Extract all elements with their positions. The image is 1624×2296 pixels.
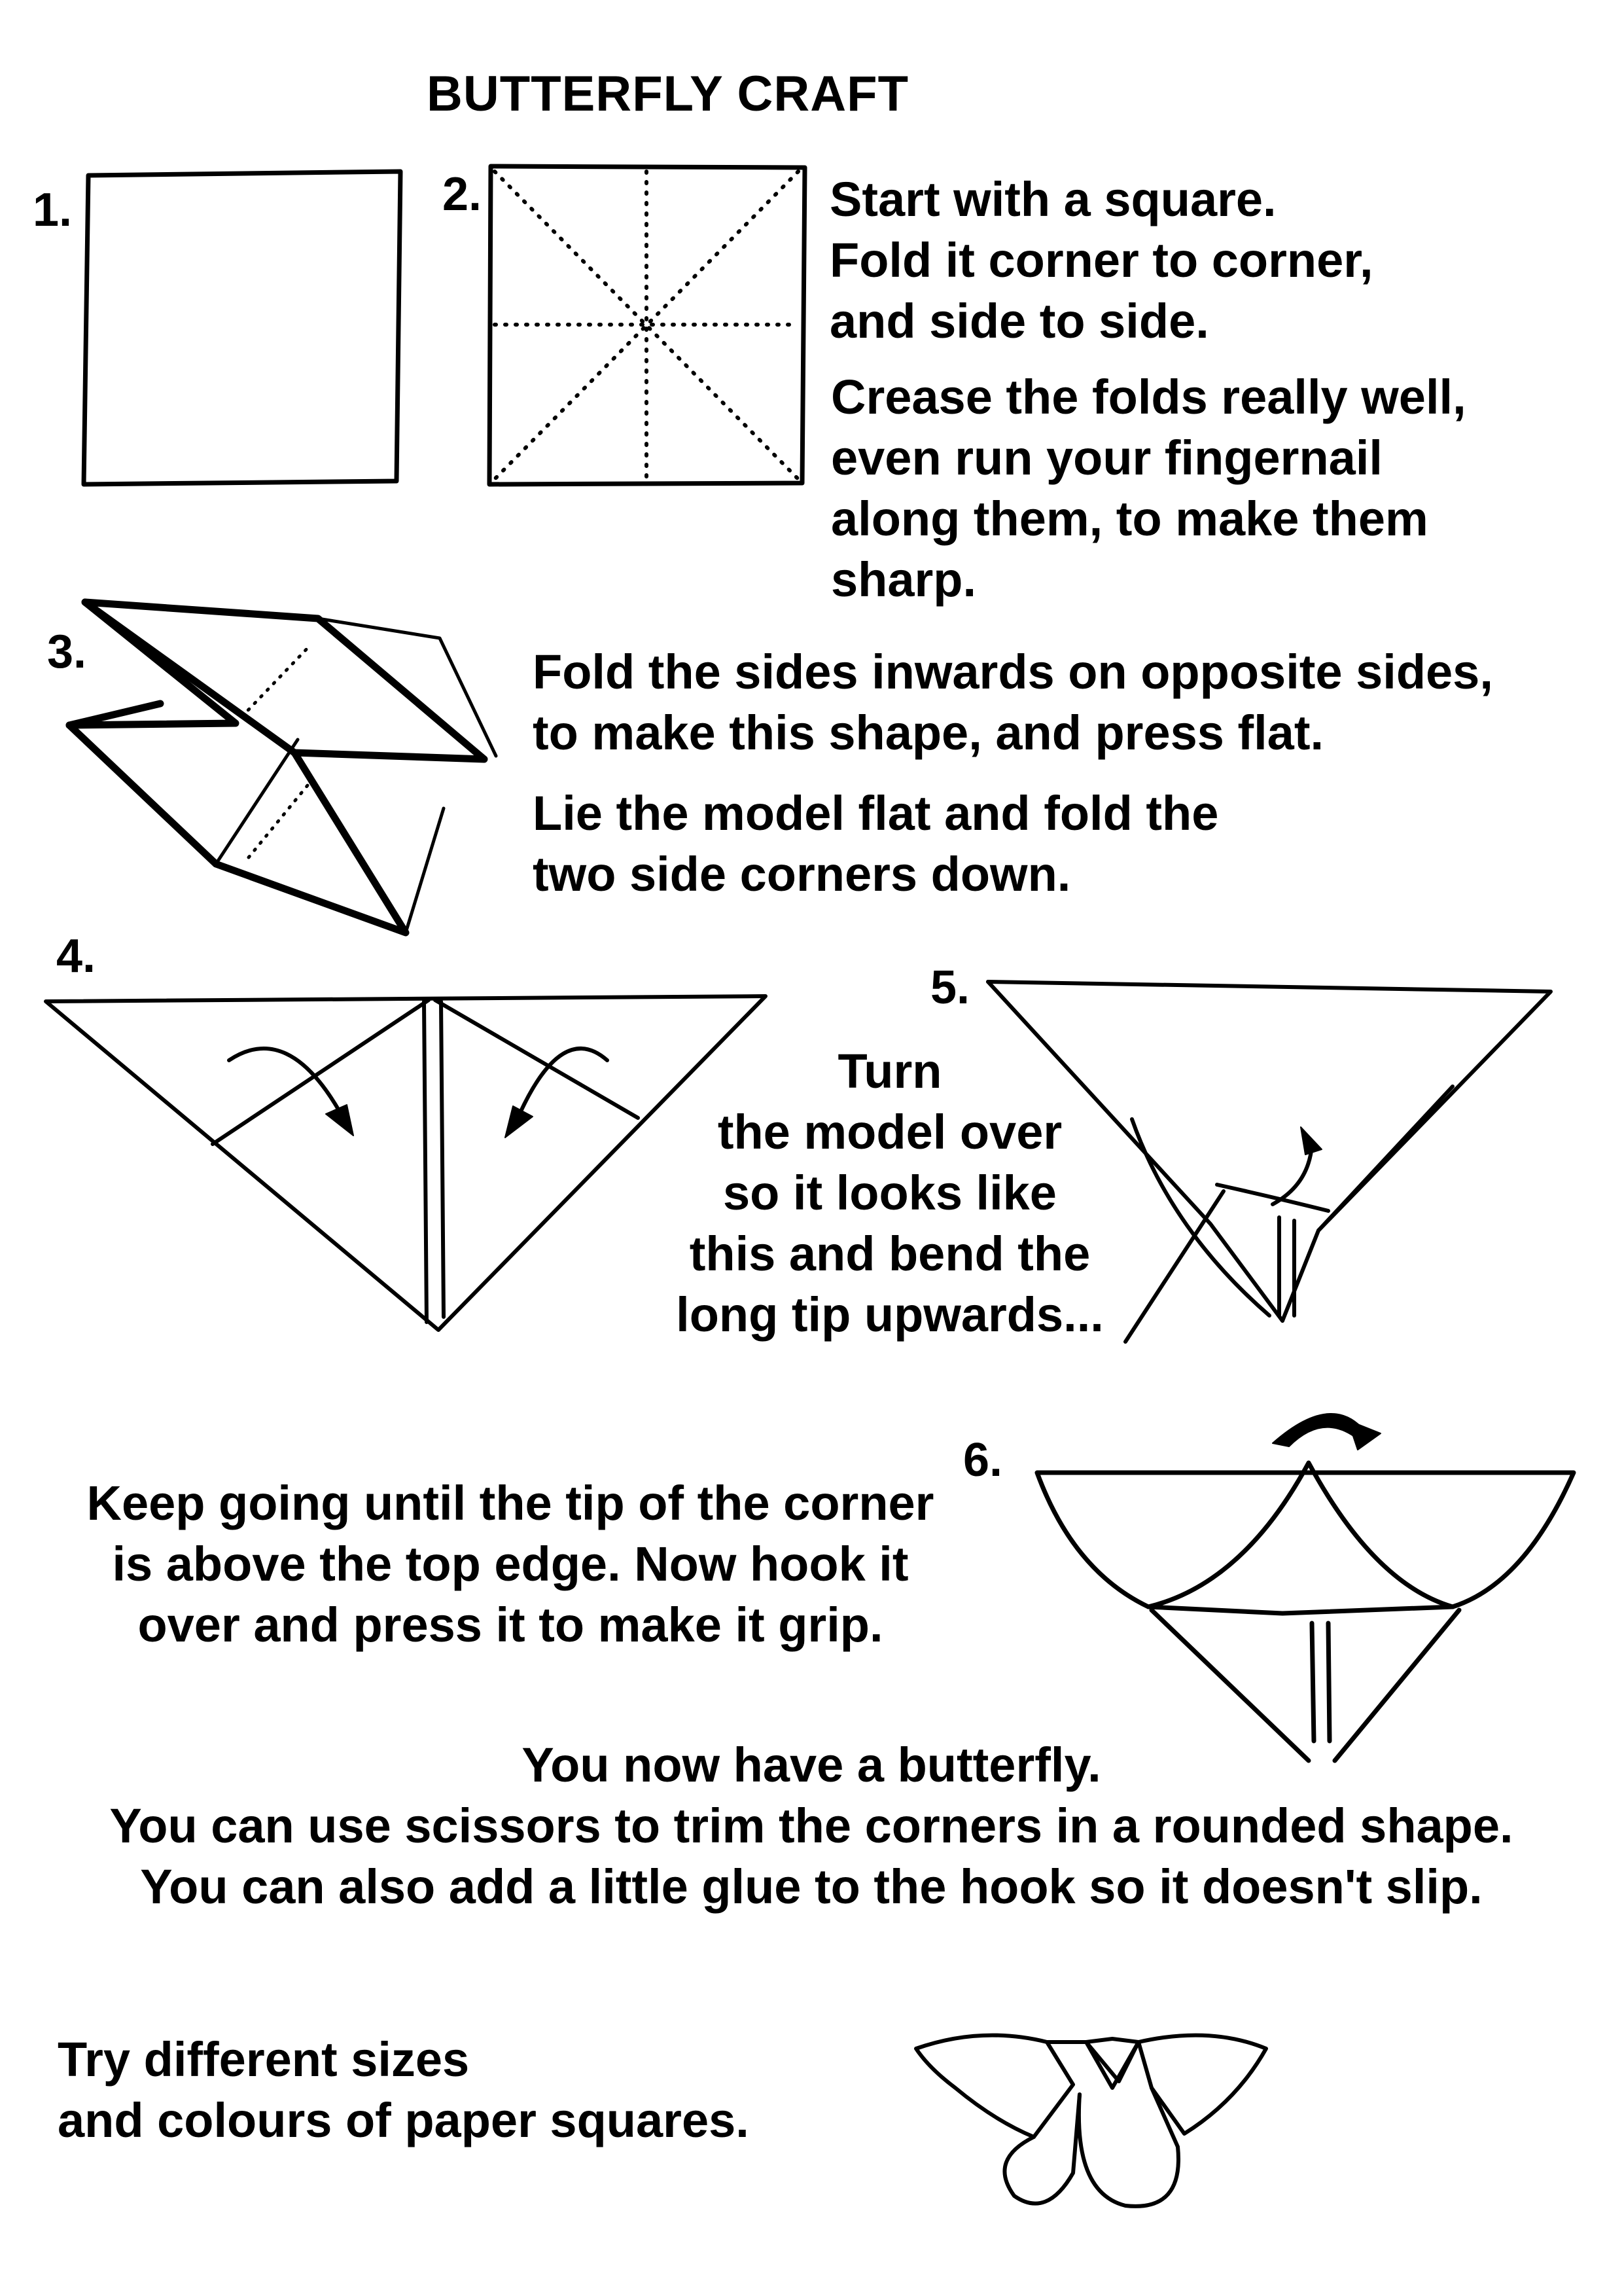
diagram-butterfly [916,2036,1266,2206]
step-number-3: 3. [47,626,87,678]
step-number-2: 2. [442,168,482,221]
step-number-4: 4. [56,930,96,982]
diagram-bend-tip [988,982,1551,1342]
instruction-lie-flat: Lie the model flat and fold the two side corners down. [533,786,1219,901]
instruction-crease: Crease the folds really well, even run your fingernail along them, to make them sharp. [831,370,1466,607]
step-number-6: 6. [963,1434,1003,1486]
instruction-keep-going: Keep going until the tip of the corner is above the top edge. Now hook it over and press it to make it grip. [86,1476,934,1652]
instruction-turn-over: Turn the model over so it looks like this and bend the long tip upwards... [676,1044,1104,1342]
instruction-start-square: Start with a square. Fold it corner to corner, and side to side. [830,172,1373,348]
step-number-1: 1. [33,184,73,236]
page-title: BUTTERFLY CRAFT [427,66,909,122]
diagram-square-creased [489,166,805,484]
diagram-pinwheel [69,602,496,933]
diagram-hooked-tip [1037,1414,1574,1761]
instruction-fold-sides: Fold the sides inwards on opposite sides, to make this shape, and press flat. [533,645,1493,760]
instruction-try-sizes: Try different sizes and colours of paper squares. [58,2032,749,2147]
diagram-triangle-fold-corners [46,996,766,1330]
step-number-5: 5. [930,961,970,1014]
instruction-finish: You now have a butterfly. You can use scissors to trim the corners in a rounded shape. You can also add a little glue to the hook so it doesn't slip. [109,1738,1513,1914]
diagram-square [84,171,400,484]
